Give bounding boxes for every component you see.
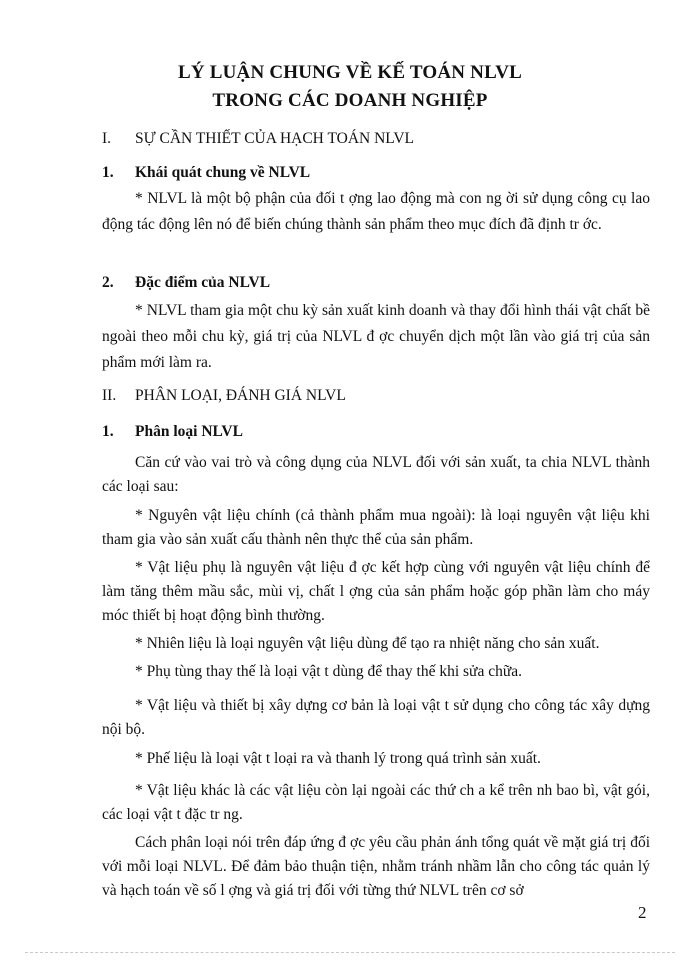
paragraph-2: * NLVL tham gia một chu kỳ sản xuất kinh doanh và thay đổi hình thái vật chất bề ngoài theo mỗi chu kỳ, giá trị của NLVL đ ợc chuyển dịch một lần vào giá trị của sản phẩm mới làm ra. xyxy=(102,302,650,371)
paragraph-8: * Vật liệu và thiết bị xây dựng cơ bản là loại vật t sử dụng cho công tác xây dựng nội bộ. xyxy=(102,697,650,738)
section-heading-1 xyxy=(102,130,414,148)
subsection-heading-2-1 xyxy=(102,423,243,441)
document-title-line-1: LÝ LUẬN CHUNG VỀ KẾ TOÁN NLVL xyxy=(177,62,522,83)
subsection-label: Khái quát chung về NLVL xyxy=(135,164,311,181)
section-number: I. xyxy=(102,130,112,147)
paragraph-5: * Vật liệu phụ là nguyên vật liệu đ ợc kết hợp cùng với nguyên vật liệu chính để làm tăng thêm mầu sắc, mùi vị, chất l ợng của sản phẩm hoặc góp phần làm cho máy móc thiết bị hoạt động bình thường. xyxy=(102,559,650,624)
document-title-line-2: TRONG CÁC DOANH NGHIỆP xyxy=(212,90,488,111)
section-number: II. xyxy=(102,387,117,404)
subsection-number: 2. xyxy=(102,274,114,291)
subsection-label: Đặc điểm của NLVL xyxy=(135,274,271,291)
subsection-number: 1. xyxy=(102,423,114,440)
paragraph-3: Căn cứ vào vai trò và công dụng của NLVL đối với sản xuất, ta chia NLVL thành các loại sau: xyxy=(102,454,650,495)
subsection-heading-1-2 xyxy=(102,274,270,292)
paragraph-4: * Nguyên vật liệu chính (cả thành phẩm mua ngoài): là loại nguyên vật liệu khi tham gia vào sản xuất cấu thành nên thực thể của sản phẩm. xyxy=(102,507,650,548)
paragraph-7: * Phụ tùng thay thế là loại vật t dùng để thay thế khi sửa chữa. xyxy=(135,663,523,680)
paragraph-9: * Phế liệu là loại vật t loại ra và thanh lý trong quá trình sản xuất. xyxy=(135,750,541,767)
page-number: 2 xyxy=(638,903,647,922)
page-bottom-divider xyxy=(25,952,675,953)
paragraph-1: * NLVL là một bộ phận của đối t ợng lao động mà con ng ời sử dụng công cụ lao động tác động lên nó để biến chúng thành sản phẩm theo mục đích đã định tr ớc. xyxy=(102,190,650,233)
section-label: SỰ CẦN THIẾT CỦA HẠCH TOÁN NLVL xyxy=(135,130,414,147)
subsection-heading-1-1 xyxy=(102,164,310,182)
paragraph-11: Cách phân loại nói trên đáp ứng đ ợc yêu cầu phản ánh tổng quát về mặt giá trị đối với mỗi loại NLVL. Để đảm bảo thuận tiện, nhằm tránh nhầm lẫn cho công tác quản lý và hạch toán về số l ợng và giá trị đối với từng thứ NLVL trên cơ sở xyxy=(102,834,650,899)
paragraph-6: * Nhiên liệu là loại nguyên vật liệu dùng để tạo ra nhiệt năng cho sản xuất. xyxy=(135,635,600,652)
paragraph-10: * Vật liệu khác là các vật liệu còn lại ngoài các thứ ch a kể trên nh bao bì, vật gói, các loại vật t đặc tr ng. xyxy=(102,782,650,823)
section-heading-2 xyxy=(102,387,346,405)
section-label: PHÂN LOẠI, ĐÁNH GIÁ NLVL xyxy=(135,387,346,404)
subsection-label: Phân loại NLVL xyxy=(135,423,243,440)
subsection-number: 1. xyxy=(102,164,114,181)
